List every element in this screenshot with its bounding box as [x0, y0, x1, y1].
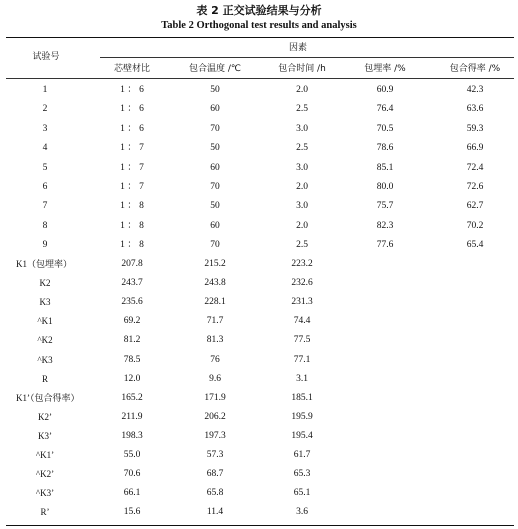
cell-ratio: 1 ： 7 — [120, 143, 144, 154]
row-label: ^K1 — [37, 316, 53, 327]
cell-yield: 59.3 — [466, 123, 484, 134]
cell-embed: 82.3 — [376, 220, 394, 231]
cell-temp: 60 — [210, 162, 220, 173]
row-label: ^K3’ — [35, 488, 55, 499]
cell-v2: 11.4 — [206, 507, 224, 518]
cell-v2: 81.3 — [206, 335, 224, 346]
header-bottom-rule — [6, 78, 514, 79]
cell-v1: 66.1 — [123, 488, 141, 499]
cell-yield: 70.2 — [466, 220, 484, 231]
cell-v1: 165.2 — [121, 392, 143, 403]
cell-v3: 77.5 — [293, 335, 311, 346]
cell-ratio: 1 ： 6 — [120, 104, 144, 115]
cell-embed: 76.4 — [376, 104, 394, 115]
cell-id: 9 — [42, 240, 48, 251]
cell-v3: 223.2 — [291, 259, 313, 269]
cell-ratio: 1 ： 8 — [120, 201, 144, 212]
cell-temp: 70 — [210, 240, 220, 251]
factor-header-rule — [100, 57, 514, 58]
cell-time: 2.0 — [296, 182, 308, 192]
cell-temp: 60 — [210, 220, 220, 231]
cell-temp: 70 — [210, 182, 220, 192]
cell-ratio: 1 ： 7 — [120, 182, 144, 192]
cell-v3: 3.6 — [296, 507, 308, 518]
cell-yield: 62.7 — [466, 201, 484, 212]
cell-v2: 228.1 — [204, 297, 226, 308]
cell-embed: 70.5 — [376, 123, 394, 134]
cell-v2: 65.8 — [206, 488, 224, 499]
cell-temp: 50 — [210, 201, 220, 212]
table-title-cn: 表 2 正交试验结果与分析 — [196, 4, 322, 17]
cell-v3: 231.3 — [291, 297, 313, 308]
row-label: K1’（包合得率） — [16, 392, 80, 403]
row-label: K2’ — [38, 411, 52, 422]
cell-v1: 211.9 — [121, 411, 143, 422]
cell-v2: 57.3 — [206, 450, 224, 460]
cell-v1: 55.0 — [123, 450, 141, 460]
cell-ratio: 1 ： 7 — [120, 162, 144, 173]
cell-v1: 235.6 — [121, 297, 143, 308]
cell-ratio: 1 ： 8 — [120, 220, 144, 231]
cell-v3: 65.1 — [293, 488, 311, 499]
cell-id: 3 — [42, 123, 48, 134]
cell-v1: 81.2 — [123, 335, 141, 346]
row-label: ^K3 — [37, 354, 53, 365]
cell-temp: 70 — [210, 123, 220, 134]
row-label: K1（包埋率） — [16, 259, 72, 269]
cell-ratio: 1 ： 6 — [120, 123, 144, 134]
cell-yield: 66.9 — [466, 143, 484, 154]
cell-embed: 78.6 — [376, 143, 394, 154]
cell-v3: 65.3 — [293, 469, 311, 480]
cell-time: 2.5 — [296, 143, 308, 154]
cell-v2: 9.6 — [209, 373, 221, 384]
column-header-yield: 包合得率 /% — [449, 64, 501, 74]
cell-v1: 12.0 — [123, 373, 141, 384]
cell-v2: 197.3 — [204, 430, 226, 441]
cell-embed: 80.0 — [376, 182, 394, 192]
cell-yield: 42.3 — [466, 85, 484, 95]
cell-id: 6 — [42, 182, 48, 192]
cell-v2: 76 — [210, 354, 220, 365]
cell-v2: 68.7 — [206, 469, 224, 480]
row-label: K2 — [39, 278, 51, 289]
cell-v3: 3.1 — [296, 373, 308, 384]
row-label: ^K1’ — [35, 450, 55, 460]
row-label: ^K2 — [37, 335, 53, 346]
cell-embed: 75.7 — [376, 201, 394, 212]
cell-yield: 63.6 — [466, 104, 484, 115]
cell-v1: 243.7 — [121, 278, 143, 289]
cell-v1: 207.8 — [121, 259, 143, 269]
column-header-temperature: 包合温度 /℃ — [188, 64, 242, 74]
cell-temp: 50 — [210, 143, 220, 154]
cell-embed: 60.9 — [376, 85, 394, 95]
cell-v1: 70.6 — [123, 469, 141, 480]
row-label: K3 — [39, 297, 51, 308]
trial-number-header: 试验号 — [32, 52, 60, 62]
cell-v2: 215.2 — [204, 259, 226, 269]
row-label: R’ — [40, 507, 50, 518]
row-label: ^K2’ — [35, 469, 55, 480]
cell-v2: 243.8 — [204, 278, 226, 289]
cell-v2: 206.2 — [204, 411, 226, 422]
cell-yield: 65.4 — [466, 240, 484, 251]
cell-v3: 185.1 — [291, 392, 313, 403]
cell-id: 1 — [42, 85, 48, 95]
cell-v1: 78.5 — [123, 354, 141, 365]
cell-id: 7 — [42, 201, 48, 212]
cell-temp: 60 — [210, 104, 220, 115]
cell-v3: 195.4 — [291, 430, 313, 441]
cell-embed: 85.1 — [376, 162, 394, 173]
cell-v2: 71.7 — [206, 316, 224, 327]
cell-embed: 77.6 — [376, 240, 394, 251]
cell-v1: 198.3 — [121, 430, 143, 441]
cell-v2: 171.9 — [204, 392, 226, 403]
cell-ratio: 1 ： 6 — [120, 85, 144, 95]
cell-id: 4 — [42, 143, 48, 154]
row-label: K3’ — [38, 430, 52, 441]
cell-v1: 15.6 — [123, 507, 141, 518]
cell-v3: 74.4 — [293, 316, 311, 327]
cell-v3: 61.7 — [293, 450, 311, 460]
cell-time: 3.0 — [296, 162, 308, 173]
table-bottom-rule — [6, 525, 514, 526]
cell-id: 2 — [42, 104, 48, 115]
cell-time: 2.0 — [296, 220, 308, 231]
cell-temp: 50 — [210, 85, 220, 95]
cell-id: 8 — [42, 220, 48, 231]
cell-v3: 232.6 — [291, 278, 313, 289]
cell-ratio: 1 ： 8 — [120, 240, 144, 251]
cell-time: 3.0 — [296, 201, 308, 212]
table-top-rule — [6, 37, 514, 38]
cell-time: 2.5 — [296, 104, 308, 115]
cell-yield: 72.6 — [466, 182, 484, 192]
column-header-embedding-rate: 包埋率 /% — [364, 64, 406, 74]
column-header-ratio: 芯壁材比 — [113, 64, 151, 74]
factors-header: 因素 — [288, 43, 308, 53]
table-title-en: Table 2 Orthogonal test results and analysis — [161, 20, 357, 31]
cell-v3: 195.9 — [291, 411, 313, 422]
cell-time: 2.0 — [296, 85, 308, 95]
row-label: R — [41, 373, 49, 384]
cell-v1: 69.2 — [123, 316, 141, 327]
cell-time: 2.5 — [296, 240, 308, 251]
cell-id: 5 — [42, 162, 48, 173]
column-header-time: 包合时间 /h — [278, 64, 326, 74]
cell-v3: 77.1 — [293, 354, 311, 365]
cell-yield: 72.4 — [466, 162, 484, 173]
cell-time: 3.0 — [296, 123, 308, 134]
